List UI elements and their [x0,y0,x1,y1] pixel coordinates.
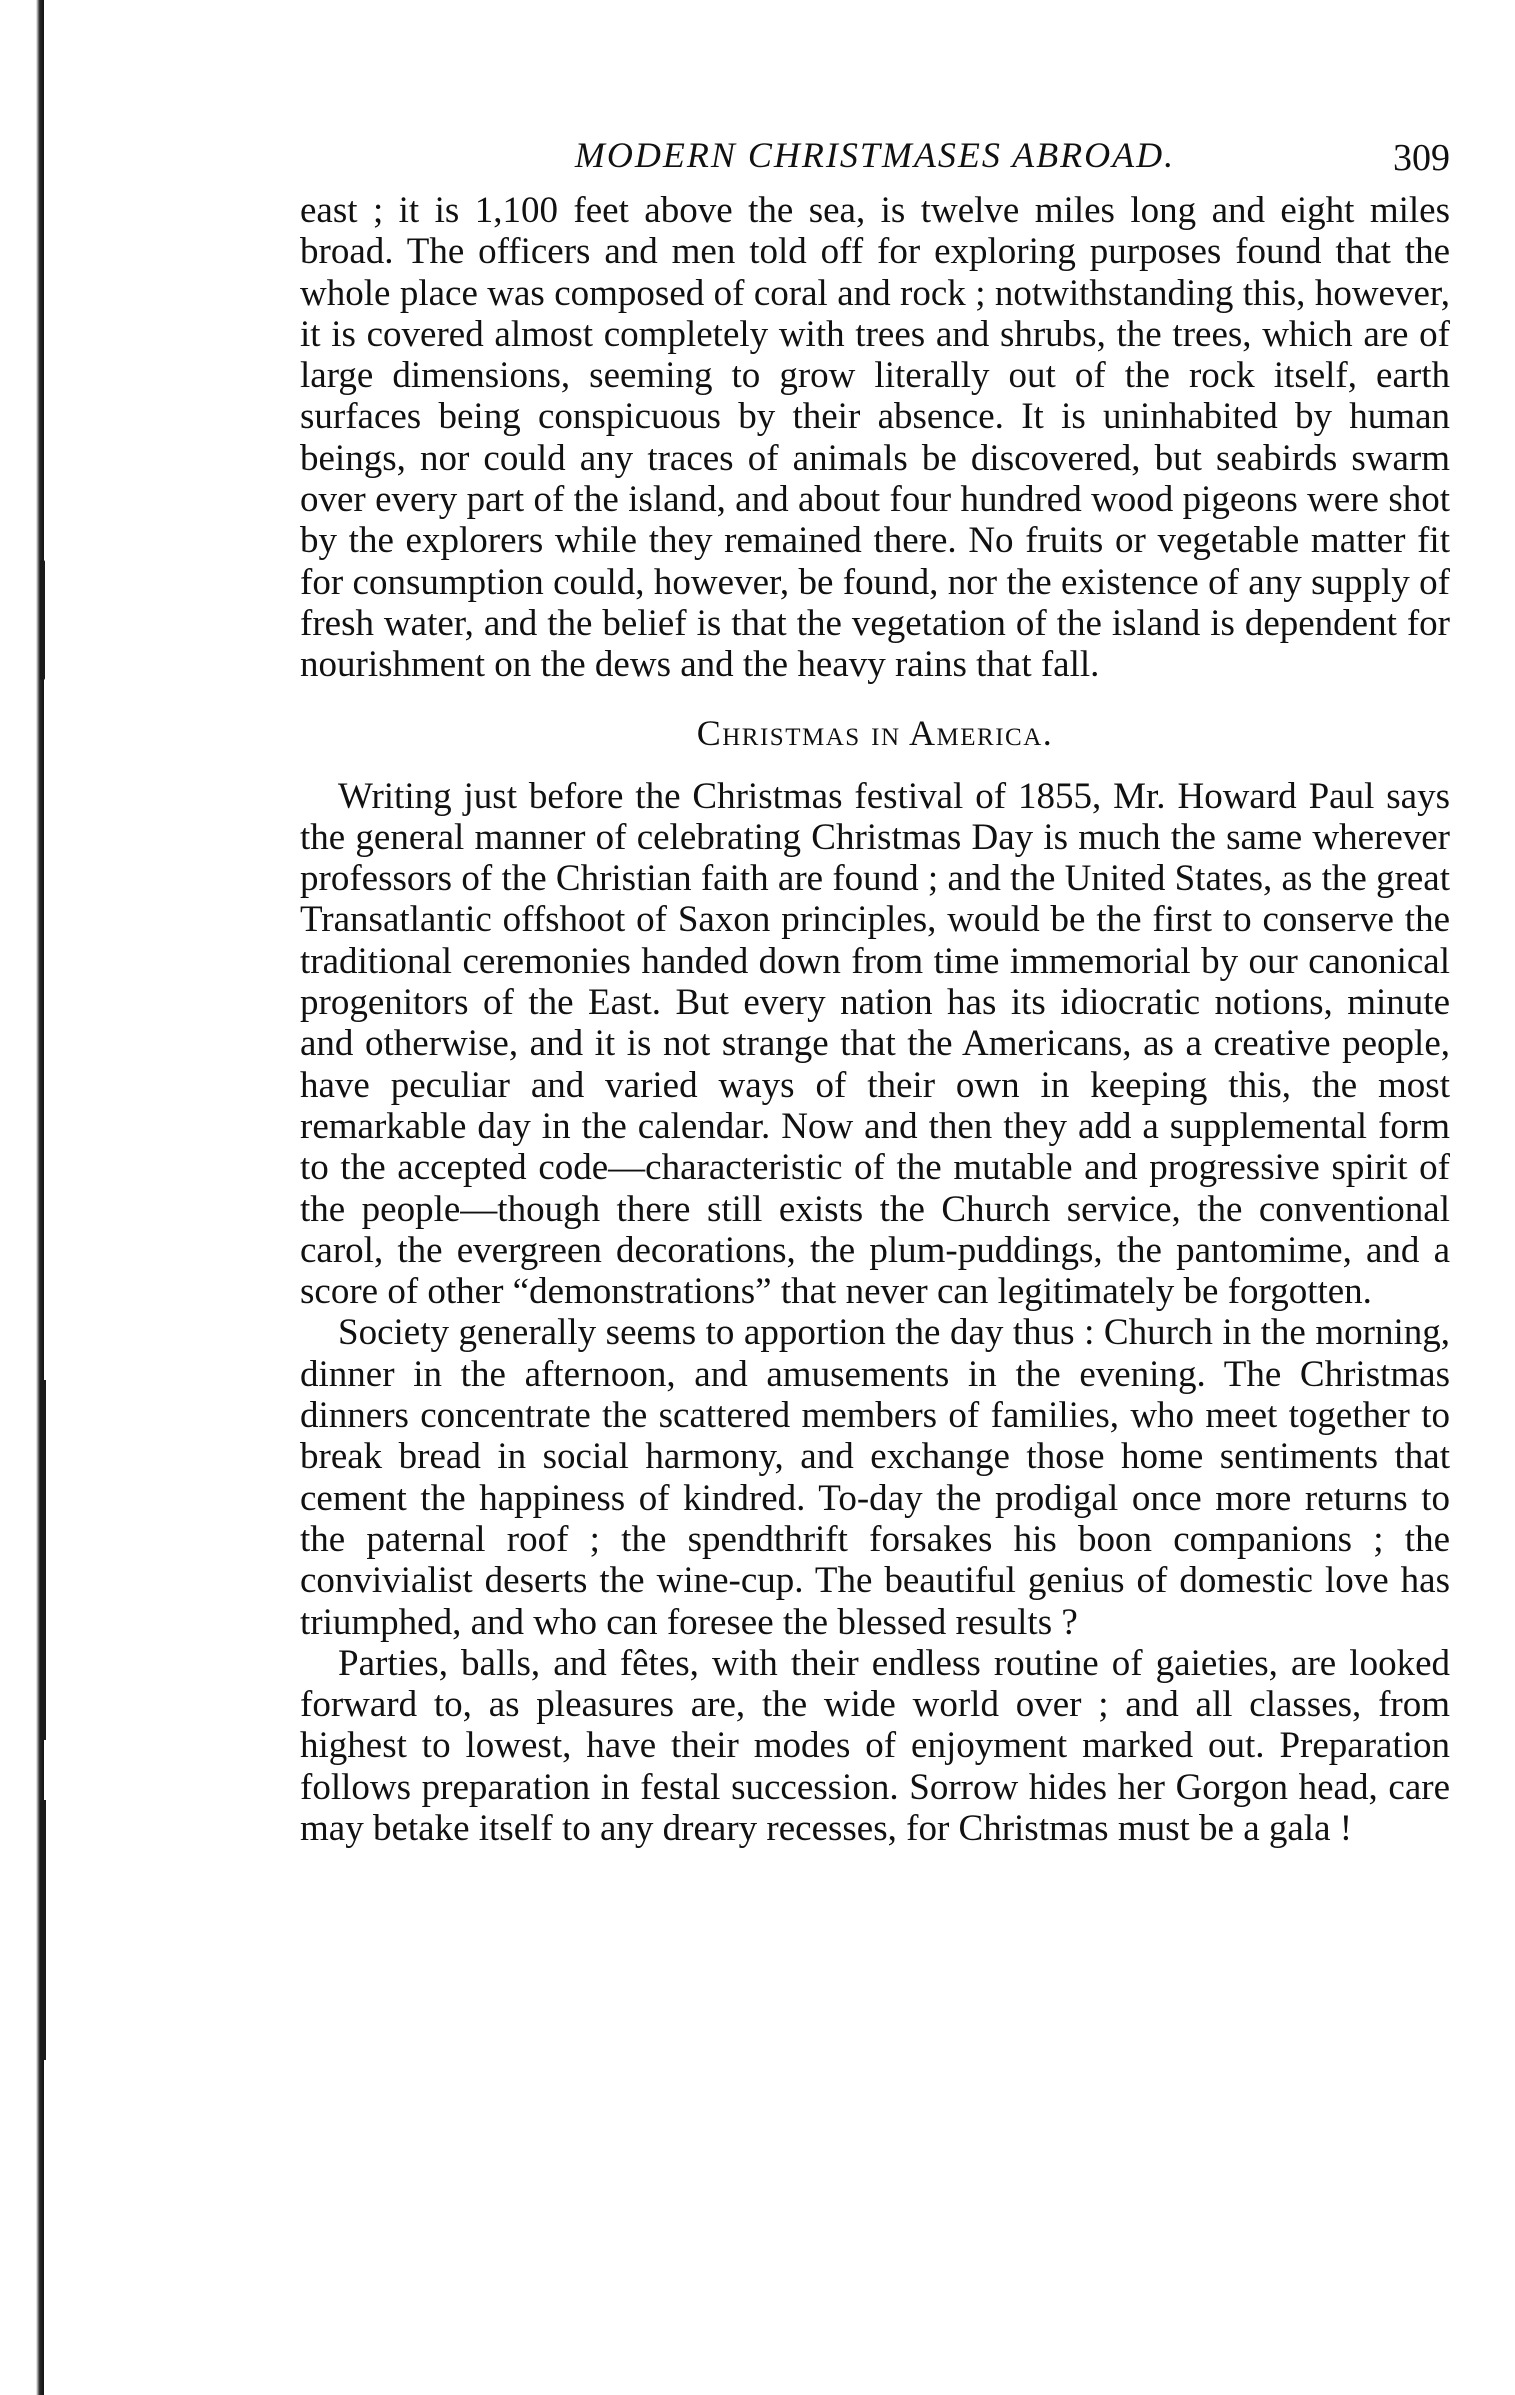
paragraph: Writing just before the Christmas festival of 1855, Mr. Howard Paul says the general manner of celebrating Christmas Day is much the same wherever professors of the Christian faith are found ; and the United States, as the great Transatlantic offshoot of Saxon principles, would be the first to conserve the traditional ceremonies handed down from time immemorial by our canonical progenitors of the East. But every nation has its idiocratic notions, minute and otherwise, and it is not strange that the Americans, as a creative people, have peculiar and varied ways of their own in keeping this, the most remarkable day in the calendar. Now and then they add a supplemental form to the accepted code—characteristic of the mutable and progressive spirit of the people—though there still exists the Church service, the conventional carol, the evergreen decorations, the plum-puddings, the pantomime, and a score of other “demonstrations” that never can legitimately be forgotten. [300,775,1450,1313]
paragraph: Society generally seems to apportion the day thus : Church in the morning, dinner in the afternoon, and amusements in the evening. The Christmas dinners concentrate the scattered members of families, who meet together to break bread in social harmony, and exchange those home sentiments that cement the happiness of kindred. To-day the prodigal once more returns to the paternal roof ; the spendthrift forsakes his boon companions ; the convivialist deserts the wine-cup. The beautiful genius of domestic love has triumphed, and who can foresee the blessed results ? [300,1312,1450,1643]
binding-mark [40,560,45,680]
page-binding-edge [0,0,46,2395]
paragraph-continued: east ; it is 1,100 feet above the sea, is twelve miles long and eight miles broad. The officers and men told off for exploring purposes found that the whole place was composed of coral and rock ; notwithstanding this, however, it is covered almost completely with trees and shrubs, the trees, which are of large dimensions, seeming to grow literally out of the rock itself, earth surfaces being conspicuous by their absence. It is uninhabited by human beings, nor could any traces of animals be discovered, but seabirds swarm over every part of the island, and about four hundred wood pigeons were shot by the explorers while they remained there. No fruits or vegetable matter fit for consumption could, however, be found, nor the existence of any supply of fresh water, and the belief is that the vegetation of the island is dependent for nourishment on the dews and the heavy rains that fall. [300,190,1450,686]
running-head [300,120,1450,190]
section-heading: Christmas in America. [696,712,1054,753]
body-text [300,190,1450,1849]
page-number: 309 [1393,137,1450,179]
book-page [300,120,1450,2350]
running-title: MODERN CHRISTMASES ABROAD. [574,135,1176,175]
binding-mark [40,1380,46,1740]
paragraph: Parties, balls, and fêtes, with their endless routine of gaieties, are looked forward to, as pleasures are, the wide world over ; and all classes, from highest to lowest, have their modes of enjoyment marked out. Preparation follows preparation in festal succession. Sorrow hides her Gorgon head, care may betake itself to any dreary recesses, for Christmas must be a gala ! [300,1642,1450,1849]
binding-mark [40,1800,46,2060]
